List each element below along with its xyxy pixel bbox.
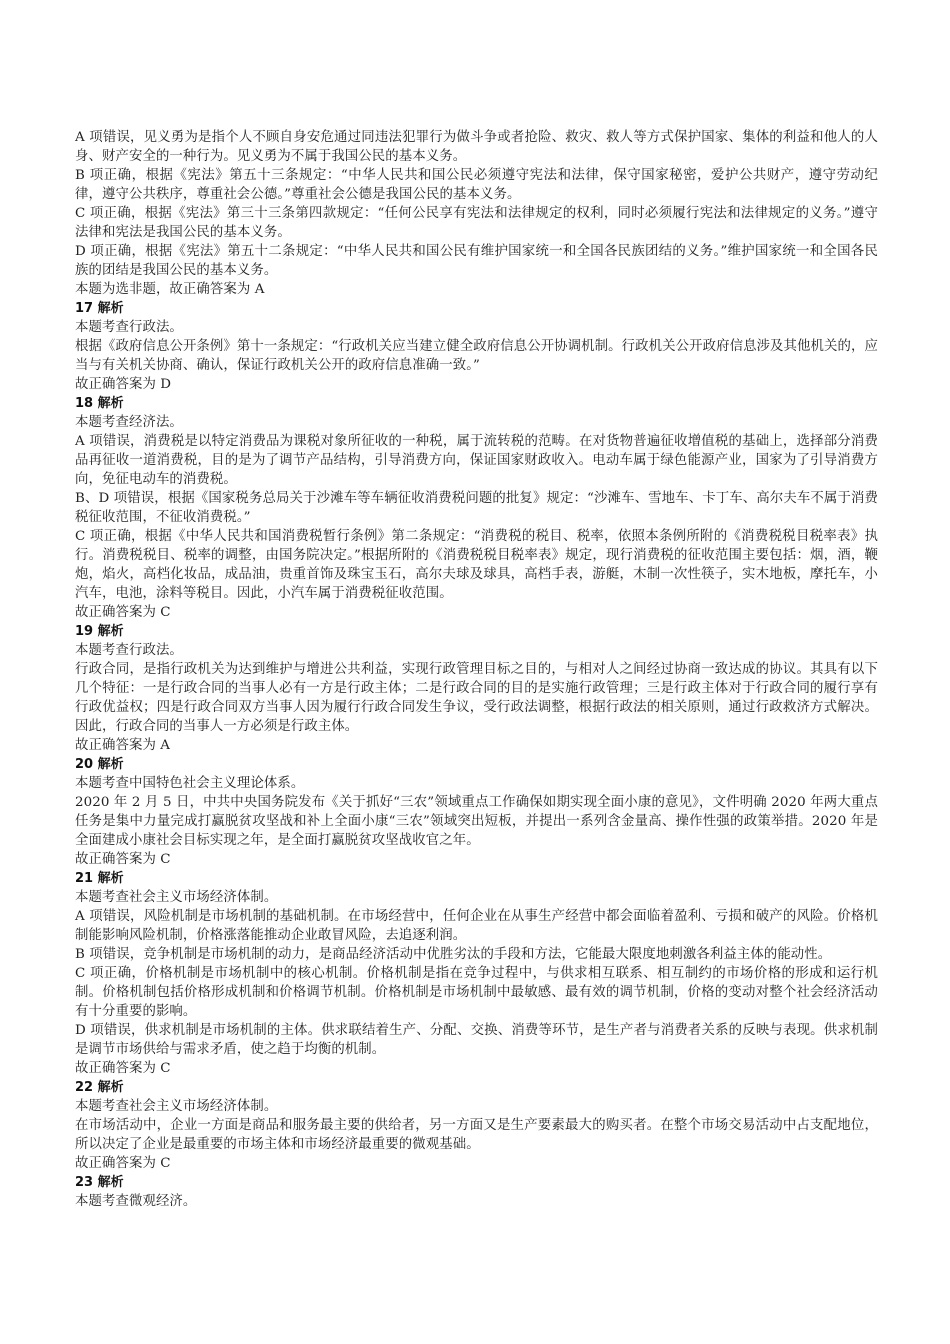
- paragraph: 本题考查微观经济。: [75, 1194, 197, 1209]
- section-heading-20: 20 解析: [75, 757, 124, 772]
- paragraph: 2020 年 2 月 5 日，中共中央国务院发布《关于抓好“三农”领域重点工作确保如期实现全面小康的意见》，文件明确 2020 年两大重点任务是集中力量完成打赢脱贫攻坚战和补上全面小康“三农”领域突出短板，并提出一系列含金量高、操作性强的政策举措。2020 年是全面建成小康社会目标实现之年，是全面打赢脱贫攻坚战收官之年。: [75, 795, 878, 848]
- paragraph: 行政合同，是指行政机关为达到维护与增进公共利益，实现行政管理目标之目的，与相对人之间经过协商一致达成的协议。其具有以下几个特征：一是行政合同的当事人必有一方是行政主体；二是行政合同的目的是实施行政管理；三是行政主体对于行政合同的履行享有行政优益权；四是行政合同双方当事人因为履行行政合同发生争议，受行政法调整，根据行政法的相关原则，通过行政救济方式解决。因此，行政合同的当事人一方必须是行政主体。: [75, 662, 878, 734]
- paragraph: C 项正确，价格机制是市场机制中的核心机制。价格机制是指在竞争过程中，与供求相互联系、相互制约的市场价格的形成和运行机制。价格机制包括价格形成机制和价格调节机制。价格机制是市场机制中最敏感、最有效的调节机制，价格的变动对整个社会经济活动有十分重要的影响。: [75, 966, 878, 1019]
- document-page: [75, 128, 878, 1211]
- section-heading-19: 19 解析: [75, 624, 124, 639]
- section-heading-22: 22 解析: [75, 1080, 124, 1095]
- section-heading-17: 17 解析: [75, 301, 124, 316]
- paragraph: 本题考查经济法。: [75, 415, 183, 430]
- paragraph: C 项正确，根据《宪法》第三十三条第四款规定：“任何公民享有宪法和法律规定的权利，同时必须履行宪法和法律规定的义务。”遵守法律和宪法是我国公民的基本义务。: [75, 206, 878, 240]
- paragraph: 本题考查社会主义市场经济体制。: [75, 1099, 278, 1114]
- paragraph: 根据《政府信息公开条例》第十一条规定：“行政机关应当建立健全政府信息公开协调机制。行政机关公开政府信息涉及其他机关的，应当与有关机关协商、确认，保证行政机关公开的政府信息准确一致。”: [75, 339, 878, 373]
- paragraph: A 项错误，见义勇为是指个人不顾自身安危通过同违法犯罪行为做斗争或者抢险、救灾、救人等方式保护国家、集体的利益和他人的人身、财产安全的一种行为。见义勇为不属于我国公民的基本义务。: [75, 130, 878, 164]
- answer-line: 故正确答案为 A: [75, 738, 171, 753]
- paragraph: 本题考查社会主义市场经济体制。: [75, 890, 278, 905]
- paragraph: B 项错误，竞争机制是市场机制的动力，是商品经济活动中优胜劣汰的手段和方法，它能最大限度地刺激各利益主体的能动性。: [75, 947, 832, 962]
- paragraph: C 项正确，根据《中华人民共和国消费税暂行条例》第二条规定：“消费税的税目、税率，依照本条例所附的《消费税税目税率表》执行。消费税税目、税率的调整，由国务院决定。”根据所附的《消费税税目税率表》规定，现行消费税的征收范围主要包括：烟，酒，鞭炮，焰火，高档化妆品，成品油，贵重首饰及珠宝玉石，高尔夫球及球具，高档手表，游艇，木制一次性筷子，实木地板，摩托车，小汽车，电池，涂料等税目。因此，小汽车属于消费税征收范围。: [75, 529, 878, 601]
- answer-line: 故正确答案为 D: [75, 377, 172, 392]
- answer-line: 故正确答案为 C: [75, 605, 171, 620]
- paragraph: B、D 项错误，根据《国家税务总局关于沙滩车等车辆征收消费税问题的批复》规定：“沙滩车、雪地车、卡丁车、高尔夫车不属于消费税征收范围，不征收消费税。”: [75, 491, 878, 525]
- paragraph: B 项正确，根据《宪法》第五十三条规定：“中华人民共和国公民必须遵守宪法和法律，保守国家秘密，爱护公共财产，遵守劳动纪律，遵守公共秩序，尊重社会公德。”尊重社会公德是我国公民的基本义务。: [75, 168, 878, 202]
- paragraph: A 项错误，消费税是以特定消费品为课税对象所征收的一种税，属于流转税的范畴。在对货物普遍征收增值税的基础上，选择部分消费品再征收一道消费税，目的是为了调节产品结构，引导消费方向，保证国家财政收入。电动车属于绿色能源产业，国家为了引导消费方向，免征电动车的消费税。: [75, 434, 878, 487]
- paragraph: D 项正确，根据《宪法》第五十二条规定：“中华人民共和国公民有维护国家统一和全国各民族团结的义务。”维护国家统一和全国各民族的团结是我国公民的基本义务。: [75, 244, 878, 278]
- paragraph: 本题考查中国特色社会主义理论体系。: [75, 776, 305, 791]
- paragraph: A 项错误，风险机制是市场机制的基础机制。在市场经营中，任何企业在从事生产经营中都会面临着盈利、亏损和破产的风险。价格机制能影响风险机制，价格涨落能推动企业敢冒风险，去追逐利润。: [75, 909, 878, 943]
- section-heading-18: 18 解析: [75, 396, 124, 411]
- paragraph: D 项错误，供求机制是市场机制的主体。供求联结着生产、分配、交换、消费等环节，是生产者与消费者关系的反映与表现。供求机制是调节市场供给与需求矛盾，使之趋于均衡的机制。: [75, 1023, 878, 1057]
- answer-line: 本题为选非题，故正确答案为 A: [75, 282, 265, 297]
- paragraph: 在市场活动中，企业一方面是商品和服务最主要的供给者，另一方面又是生产要素最大的购买者。在整个市场交易活动中占支配地位，所以决定了企业是最重要的市场主体和市场经济最重要的微观基础。: [75, 1118, 878, 1152]
- answer-line: 故正确答案为 C: [75, 1061, 171, 1076]
- paragraph: 本题考查行政法。: [75, 320, 183, 335]
- paragraph: 本题考查行政法。: [75, 643, 183, 658]
- section-heading-21: 21 解析: [75, 871, 124, 886]
- section-heading-23: 23 解析: [75, 1175, 124, 1190]
- answer-line: 故正确答案为 C: [75, 852, 171, 867]
- answer-line: 故正确答案为 C: [75, 1156, 171, 1171]
